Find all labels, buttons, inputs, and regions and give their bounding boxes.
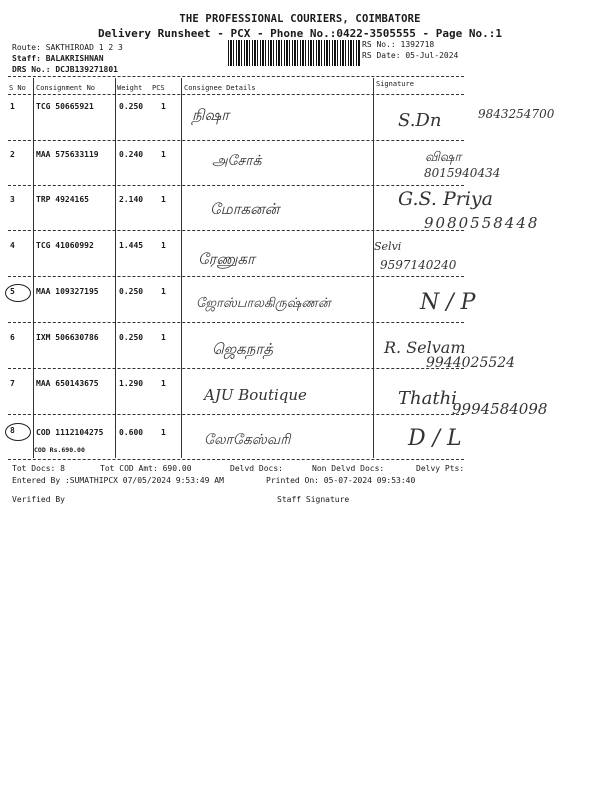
row-separator [8,185,464,186]
row-phone: 9944025524 [426,355,516,371]
row-consignee: AJU Boutique [204,386,307,404]
row-pcs: 1 [161,102,166,111]
non-delivered-docs: Non Delvd Docs: [312,464,385,473]
row-sno: 2 [10,150,15,159]
row-mark-circle [5,423,31,441]
row-signature: S.Dn [398,110,442,131]
table-bottom-border [8,459,464,460]
table-header-divider [8,94,464,95]
column-divider [373,78,374,458]
staff-label: Staff: BALAKRISHNAN [12,54,104,63]
verified-by: Verified By [12,495,65,504]
row-separator [8,322,464,323]
row-pcs: 1 [161,150,166,159]
column-divider [115,78,116,458]
row-consignment: MAA 650143675 [36,379,99,388]
row-consignment: MAA 575633119 [36,150,99,159]
row-consignee: லோகேஸ்வரி [204,432,291,448]
barcode [228,40,360,66]
row-weight: 0.250 [119,287,144,296]
col-header-weight: Weight [117,84,143,92]
row-separator [8,368,464,369]
row-signature: G.S. Priya [398,188,493,210]
row-weight: 0.250 [119,102,144,111]
row-pcs: 1 [161,428,166,437]
row-consignment: TCG 50665921 [36,102,94,111]
row-consignee: ஜோஸ்பாலகிருஷ்ணன் [196,296,331,311]
col-header-consignee: Consignee Details [184,84,256,92]
row-weight: 1.445 [119,241,144,250]
row-phone: 9597140240 [380,258,457,272]
row-sno: 7 [10,379,15,388]
total-cod-amount: Tot COD Amt: 690.00 [100,464,192,473]
row-pcs: 1 [161,241,166,250]
row-pcs: 1 [161,195,166,204]
runsheet-subtitle: Delivery Runsheet - PCX - Phone No.:0422-3505555 - Page No.:1 [98,27,502,40]
row-sno: 6 [10,333,15,342]
row-phone: 9994584098 [452,400,548,418]
drs-number: DRS No.: DCJB139271801 [12,65,118,74]
row-sno: 4 [10,241,15,250]
row-phone: 9843254700 [478,107,555,121]
row-phone: 9080558448 [424,214,540,232]
row-pcs: 1 [161,333,166,342]
table-top-border [8,76,464,77]
row-signature: N / P [420,290,476,315]
row-consignee: மோகனன் [210,200,280,218]
row-consignee: ஜெகநாத் [212,340,274,358]
row-sno: 5 [10,287,15,296]
entered-by: Entered By :SUMATHIPCX 07/05/2024 9:53:49 AM [12,476,224,485]
row-consignee: அசோக் [212,153,262,169]
row-consignment: TRP 4924165 [36,195,89,204]
row-consignment: MAA 109327195 [36,287,99,296]
delivery-points: Delvy Pts: [416,464,465,473]
row-weight: 0.600 [119,428,144,437]
row-sno: 1 [10,102,15,111]
column-divider [181,78,182,458]
row-signature: Selvi [374,240,402,253]
row-signature: D / L [408,426,462,451]
row-consignment: IXM 506630786 [36,333,99,342]
row-signature: விஷா [425,150,462,165]
row-sno: 8 [10,426,15,435]
row-consignee: நிஷா [192,106,230,124]
column-divider [33,78,34,458]
row-consignment: TCG 41060992 [36,241,94,250]
company-title: THE PROFESSIONAL COURIERS, COIMBATORE [179,13,421,25]
row-separator [8,140,464,141]
staff-signature: Staff Signature [277,495,350,504]
row-signature: R. Selvam [384,338,466,357]
row-cod-amount: COD Rs.690.00 [34,446,85,454]
col-header-sno: S No [9,84,26,92]
row-weight: 1.290 [119,379,144,388]
row-separator [8,230,464,231]
row-weight: 2.140 [119,195,144,204]
col-header-pcs: PCS [152,84,165,92]
row-separator [8,276,464,277]
rs-date: RS Date: 05-Jul-2024 [362,51,459,60]
row-separator [8,414,464,415]
delivered-docs: Delvd Docs: [230,464,283,473]
col-header-signature: Signature [376,80,414,88]
row-signature: Thathi [398,388,457,409]
row-sno: 3 [10,195,15,204]
row-phone: 8015940434 [424,166,501,180]
row-consignment: COD 1112104275 [36,428,104,437]
row-weight: 0.240 [119,150,144,159]
row-mark-circle [5,284,31,302]
row-pcs: 1 [161,287,166,296]
printed-on: Printed On: 05-07-2024 09:53:40 [266,476,416,485]
row-consignee: ரேணுகா [198,250,255,268]
route-label: Route: SAKTHIROAD 1 2 3 [12,43,123,52]
row-pcs: 1 [161,379,166,388]
total-docs: Tot Docs: 8 [12,464,65,473]
rs-number: RS No.: 1392718 [362,40,435,49]
col-header-consignment: Consignment No [36,84,96,92]
row-weight: 0.250 [119,333,144,342]
